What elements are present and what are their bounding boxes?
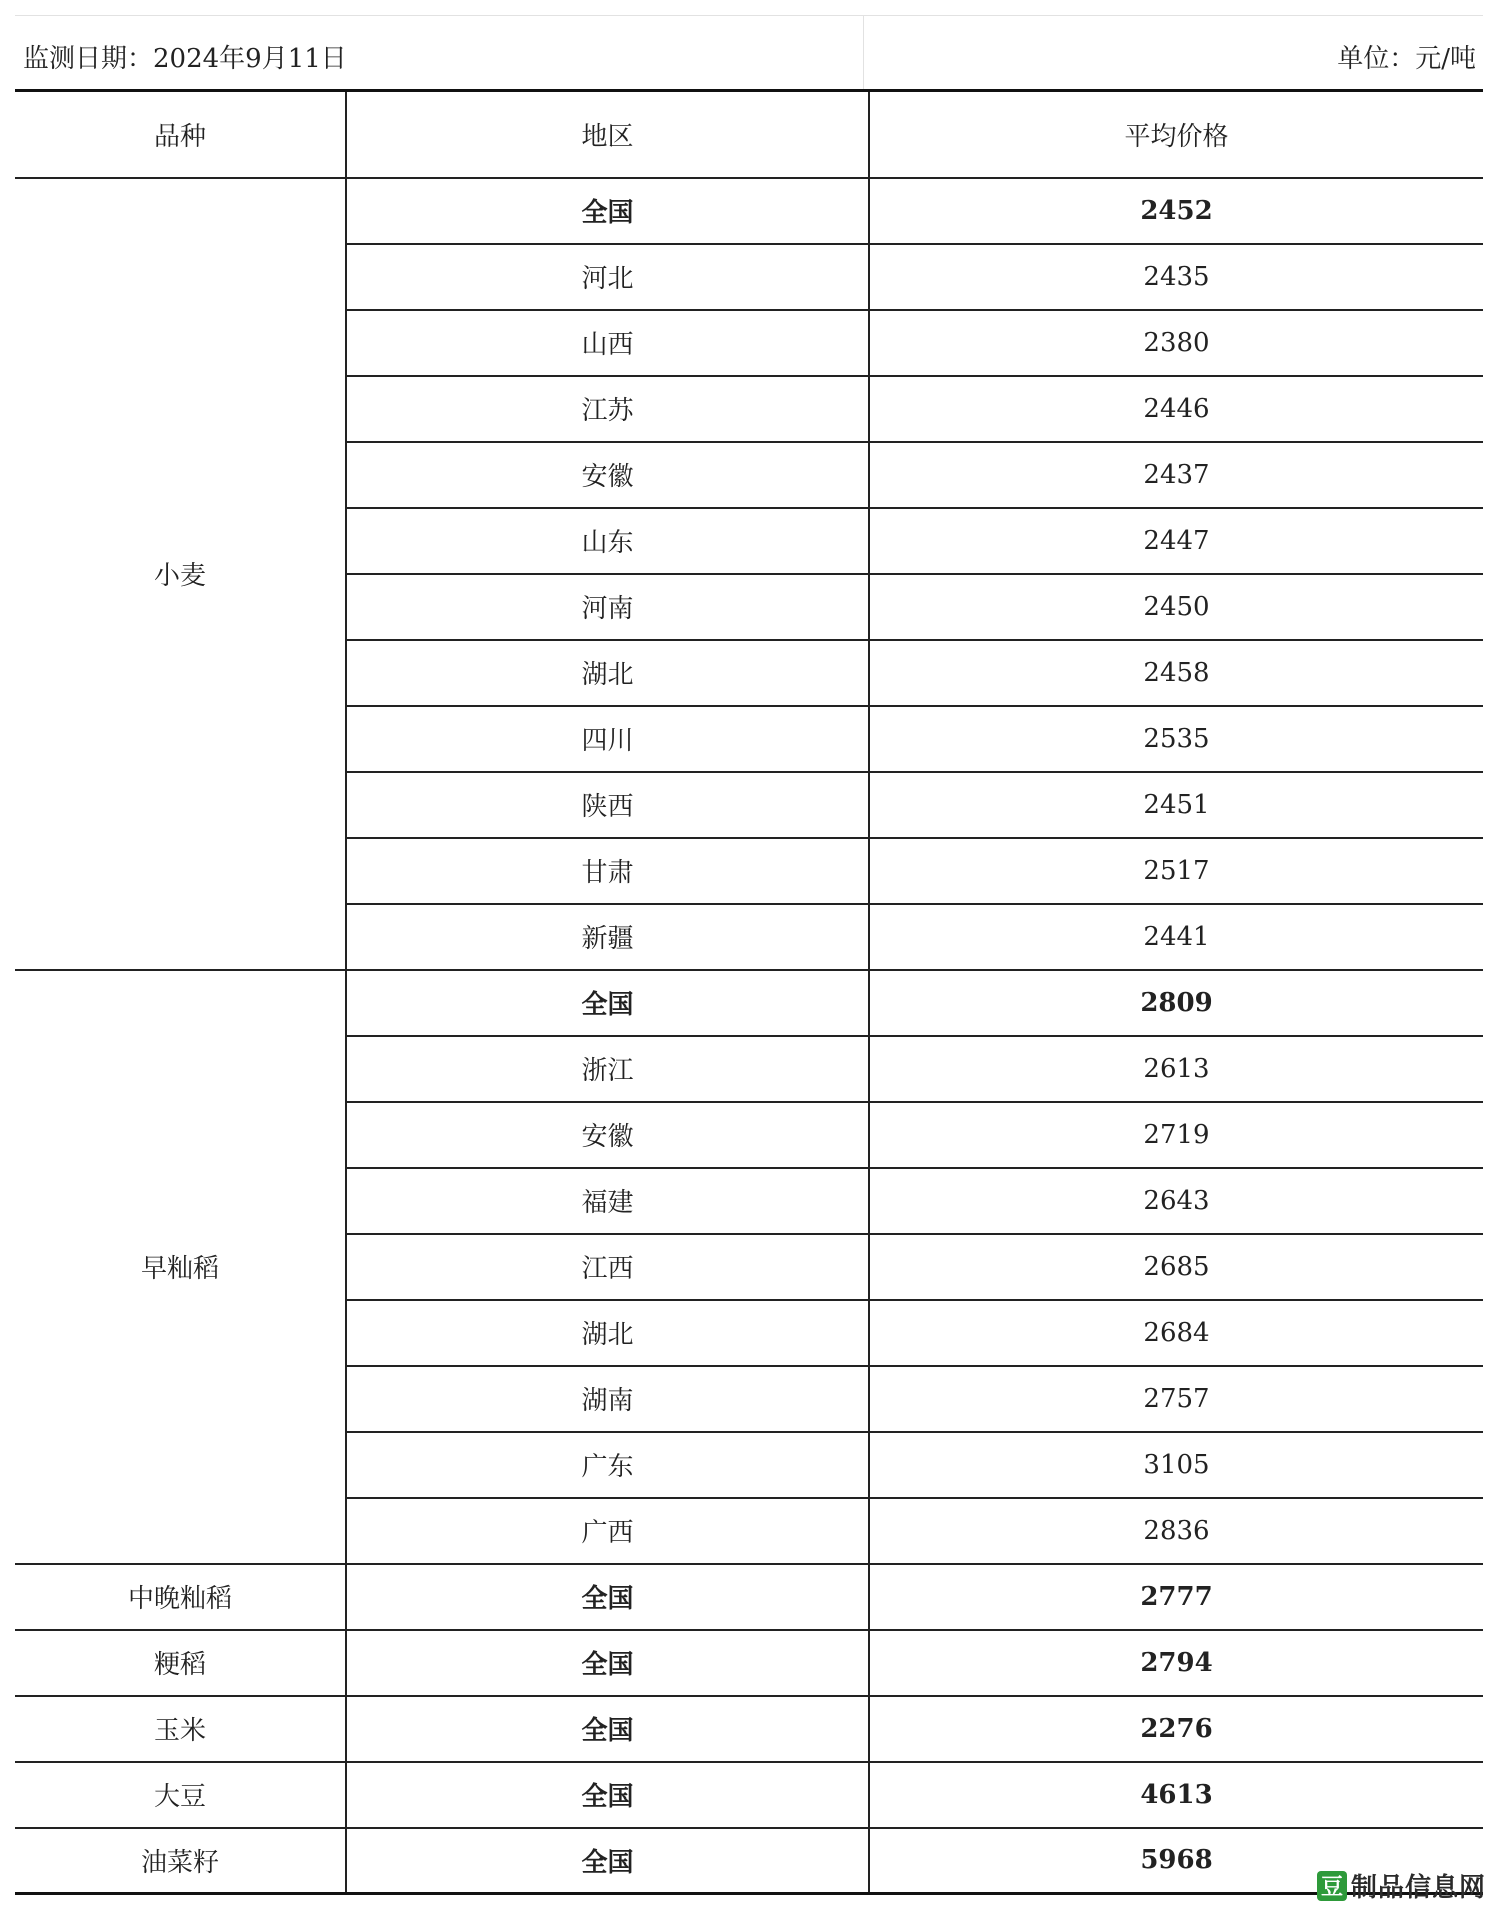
column-header-price: 平均价格 (869, 91, 1483, 178)
price-cell: 2836 (869, 1498, 1483, 1564)
region-cell: 河北 (346, 244, 869, 310)
region-cell: 山西 (346, 310, 869, 376)
region-cell: 广东 (346, 1432, 869, 1498)
price-cell: 3105 (869, 1432, 1483, 1498)
price-cell: 2794 (869, 1630, 1483, 1696)
price-table (15, 89, 1483, 1895)
region-cell: 全国 (346, 1564, 869, 1630)
variety-cell: 大豆 (15, 1762, 346, 1828)
price-cell: 2452 (869, 178, 1483, 244)
price-cell: 2643 (869, 1168, 1483, 1234)
table-row (15, 1696, 1483, 1762)
price-cell: 2441 (869, 904, 1483, 970)
price-cell: 2809 (869, 970, 1483, 1036)
table-header-row (15, 91, 1483, 178)
column-header-variety: 品种 (15, 91, 346, 178)
price-cell: 4613 (869, 1762, 1483, 1828)
watermark (1317, 1867, 1486, 1904)
watermark-logo-icon: 豆 (1317, 1871, 1347, 1901)
variety-cell: 玉米 (15, 1696, 346, 1762)
price-cell: 2435 (869, 244, 1483, 310)
variety-cell: 油菜籽 (15, 1828, 346, 1894)
table-row (15, 1564, 1483, 1630)
table-row (15, 178, 1483, 244)
watermark-text: 制品信息网 (1350, 1873, 1486, 1903)
region-cell: 广西 (346, 1498, 869, 1564)
variety-cell: 粳稻 (15, 1630, 346, 1696)
price-cell: 2719 (869, 1102, 1483, 1168)
region-cell: 全国 (346, 1696, 869, 1762)
price-cell: 2684 (869, 1300, 1483, 1366)
region-cell: 四川 (346, 706, 869, 772)
region-cell: 新疆 (346, 904, 869, 970)
table-row (15, 1630, 1483, 1696)
region-cell: 安徽 (346, 442, 869, 508)
region-cell: 江西 (346, 1234, 869, 1300)
price-cell: 2535 (869, 706, 1483, 772)
region-cell: 甘肃 (346, 838, 869, 904)
price-cell: 2447 (869, 508, 1483, 574)
price-cell: 2450 (869, 574, 1483, 640)
price-cell: 2757 (869, 1366, 1483, 1432)
region-cell: 全国 (346, 1630, 869, 1696)
region-cell: 湖北 (346, 640, 869, 706)
price-cell: 5968 (869, 1828, 1483, 1894)
price-cell: 2276 (869, 1696, 1483, 1762)
region-cell: 全国 (346, 178, 869, 244)
region-cell: 河南 (346, 574, 869, 640)
column-header-region: 地区 (346, 91, 869, 178)
price-cell: 2685 (869, 1234, 1483, 1300)
price-cell: 2437 (869, 442, 1483, 508)
region-cell: 江苏 (346, 376, 869, 442)
region-cell: 福建 (346, 1168, 869, 1234)
region-cell: 陕西 (346, 772, 869, 838)
price-cell: 2777 (869, 1564, 1483, 1630)
price-cell: 2458 (869, 640, 1483, 706)
region-cell: 山东 (346, 508, 869, 574)
variety-cell: 小麦 (15, 178, 346, 970)
table-body (15, 178, 1483, 1894)
region-cell: 安徽 (346, 1102, 869, 1168)
region-cell: 湖南 (346, 1366, 869, 1432)
price-cell: 2451 (869, 772, 1483, 838)
price-cell: 2613 (869, 1036, 1483, 1102)
variety-cell: 中晚籼稻 (15, 1564, 346, 1630)
table-row (15, 1762, 1483, 1828)
region-cell: 浙江 (346, 1036, 869, 1102)
region-cell: 湖北 (346, 1300, 869, 1366)
region-cell: 全国 (346, 1762, 869, 1828)
region-cell: 全国 (346, 970, 869, 1036)
header-divider (863, 16, 864, 90)
price-cell: 2446 (869, 376, 1483, 442)
table-row (15, 1828, 1483, 1894)
monitor-date: 监测日期：2024年9月11日 (23, 44, 347, 74)
region-cell: 全国 (346, 1828, 869, 1894)
unit-label: 单位：元/吨 (1337, 44, 1476, 74)
table-row (15, 970, 1483, 1036)
variety-cell: 早籼稻 (15, 970, 346, 1564)
price-cell: 2380 (869, 310, 1483, 376)
price-cell: 2517 (869, 838, 1483, 904)
